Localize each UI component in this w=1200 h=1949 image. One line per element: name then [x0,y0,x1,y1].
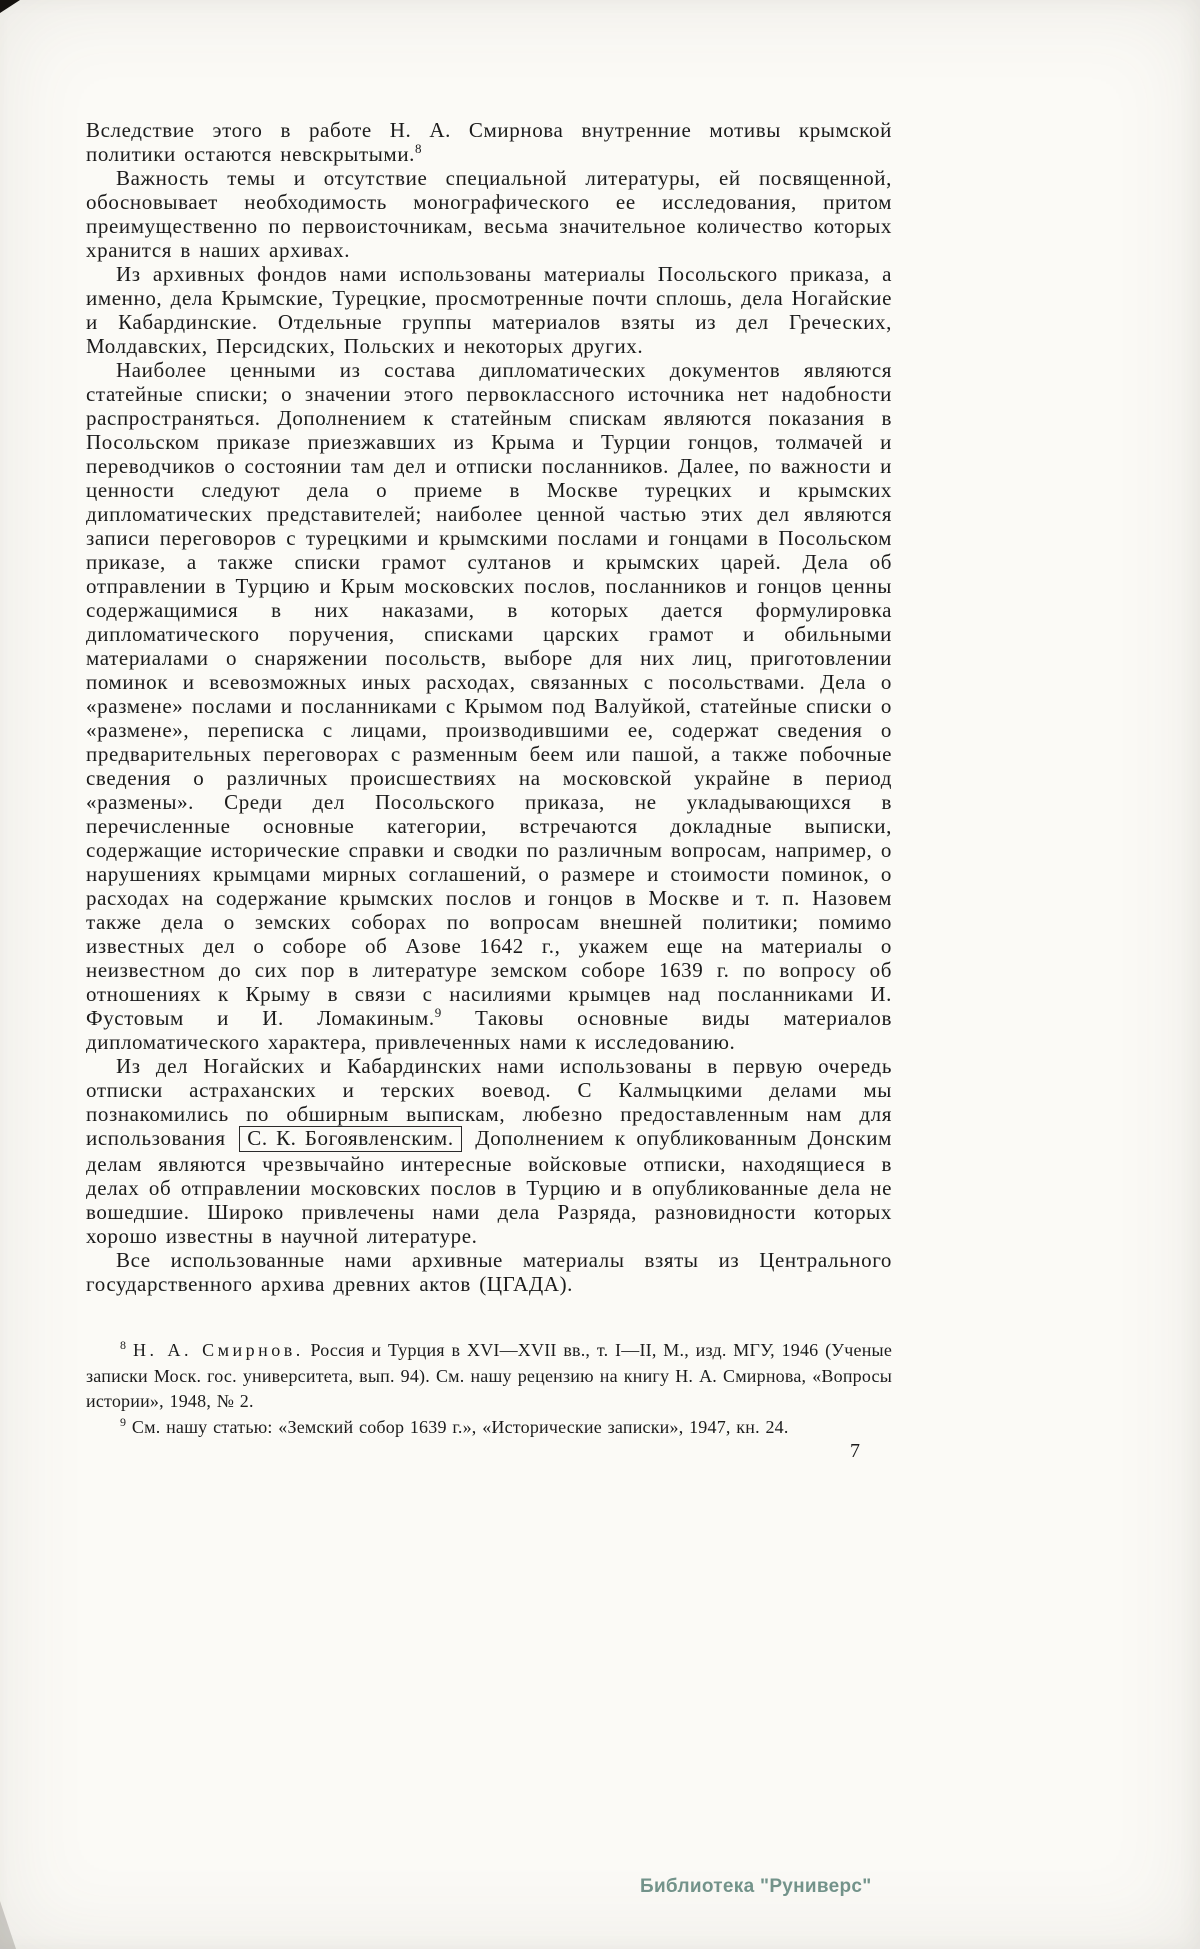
paragraph-4-text-after: Таковы основные виды материалов дипломатического характера, привлеченных нами к исследованию. [86,1006,892,1054]
watermark: Библиотека "Руниверс" [640,1876,872,1897]
footnote-8-marker: 8 [120,1338,127,1352]
paragraph-5-text-before: Из дел Ногайских и Кабардинских нами использованы в первую очередь отписки астраханских и терских воевод. С Калмыцкими делами мы познакомились по обширным выпискам, любезно предоставленным нам для использования [86,1054,892,1150]
paragraph-1 [86,118,892,166]
paragraph-6-text: Все использованные нами архивные материалы взяты из Центрального государственного архива древних актов (ЦГАДА). [86,1248,892,1296]
footnote-8-author: Н. А. Смирнов. [132,1340,304,1360]
paragraph-3-text: Из архивных фондов нами использованы материалы Посольского приказа, а именно, дела Крымские, Турецкие, просмотренные почти сплошь, дела Ногайские и Кабардинские. Отдельные группы материалов взяты из дел Греческих, Молдавских, Персидских, Польских и некоторых других. [86,262,892,358]
paragraph-6 [86,1248,892,1296]
footnote-8 [86,1338,892,1415]
paragraph-2 [86,166,892,262]
paragraph-2-text: Важность темы и отсутствие специальной литературы, ей посвященной, обосновывает необходимость монографического ее исследования, притом преимущественно по первоисточникам, весьма значительное количество которых хранится в наших архивах. [86,166,892,262]
footnote-9 [86,1415,892,1441]
scan-artifact-top-left [0,0,20,13]
footnote-9-marker: 9 [120,1414,127,1429]
footnote-9-text: См. нашу статью: «Земский собор 1639 г.», «Исторические записки», 1947, кн. 24. [131,1416,789,1437]
paragraph-3 [86,262,892,358]
paragraph-5-text-after: Дополнением к опубликованным Донским делам являются чрезвычайно интересные войсковые отписки, находящиеся в делах об отправлении московских послов в Турцию и в опубликованные дела не вошедшие. Широко привлечены нами дела Разряда, разновидности которых хорошо известны в научной литературе. [86,1126,892,1248]
boxed-censor-name: С. К. Богоявленским. [239,1126,461,1152]
paragraph-4-text-before: Наиболее ценными из состава дипломатических документов являются статейные списки; о значении этого первоклассного источника нет надобности распространяться. Дополнением к статейным спискам являются показания в Посольском приказе приезжавших из Крыма и Турции гонцов, толмачей и переводчиков о состоянии там дел и отписки посланников. Далее, по важности и ценности следуют дела о приеме в Москве турецких и крымских дипломатических представителей; наиболее ценной частью этих дел являются записи переговоров с турецкими и крымскими послами и гонцами в Посольском приказе, а также списки грамот султанов и крымских царей. Дела об отправлении в Турцию и Крым московских послов, посланников и гонцов ценны содержащимися в них наказами, в которых дается формулировка дипломатического поручения, списками царских грамот и обильными материалами о снаряжении посольств, выборе для них лиц, приготовлении поминок и всевозможных иных расходах, связанных с посольствами. Дела о «размене» послами и посланниками с Крымом под Валуйкой, статейные списки о «размене», переписка с лицами, производившими ее, содержат сведения о предварительных переговорах с разменным беем или пашой, а также побочные сведения о различных происшествиях на московской украйне в период «размены». Среди дел Посольского приказа, не укладывающихся в перечисленные основные категории, встречаются докладные выписки, содержащие исторические справки и сводки по различным вопросам, например, о нарушениях крымцами мирных соглашений, о размере и стоимости поминок, о расходах на содержание крымских послов и гонцов в Москве и т. п. Назовем также дела о земских соборах по вопросам внешней политики; помимо известных дел о соборе об Азове 1642 г., укажем еще на материалы о неизвестном до сих пор в литературе земском соборе 1639 г. по вопросу об отношениях к Крыму в связи с насилиями крымцев над посланниками И. Фустовым и И. Ломакиным. [86,358,892,1030]
scan-artifact-bottom-left [0,1901,16,1949]
paragraph-1-text: Вследствие этого в работе Н. А. Смирнова внутренние мотивы крымской политики остаются невскрытыми. [86,118,892,166]
page-text-block [86,118,892,1296]
footnote-ref-8: 8 [415,141,423,156]
page-number: 7 [850,1440,860,1462]
paragraph-5 [86,1054,892,1248]
paragraph-4 [86,358,892,1054]
footnotes-section [86,1338,892,1440]
footnote-ref-9: 9 [434,1005,442,1020]
footnote-8-text: Россия и Турция в XVI—XVII вв., т. I—II, М., изд. МГУ, 1946 (Ученые записки Моск. гос. университета, вып. 94). См. нашу рецензию на книгу Н. А. Смирнова, «Вопросы истории», 1948, № 2. [86,1340,893,1411]
